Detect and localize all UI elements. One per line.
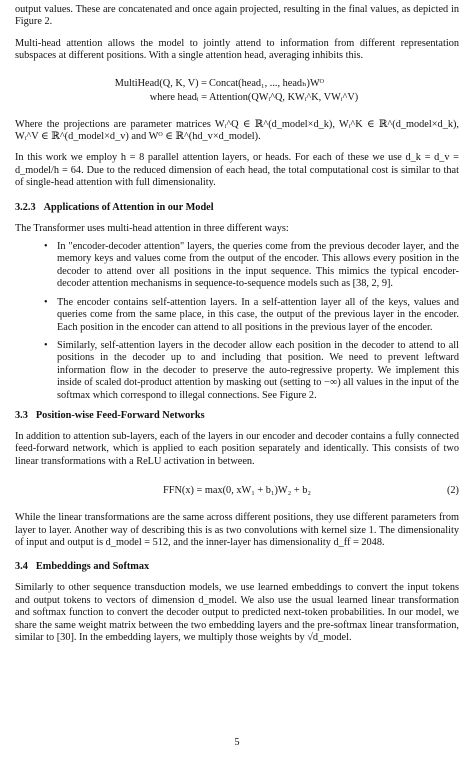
- section-heading-3-4: [15, 561, 459, 573]
- list-item: • In "encoder-decoder attention" layers, the queries come from the previous decoder layer, and the memory keys and values come from the output of the encoder. This allows every position in the decoder to attend over all positions in the input sequence. This mimics the typical encoder-decoder attention mechanisms in sequence-to-sequence models such as [38, 2, 9].: [57, 241, 459, 291]
- multihead-paragraph: Multi-head attention allows the model to jointly attend to information from different representation subspaces at different positions. With a single attention head, averaging inhibits this.: [15, 37, 459, 62]
- projections-paragraph: Where the projections are parameter matrices Wᵢ^Q ∈ ℝ^(d_model×d_k), Wᵢ^K ∈ ℝ^(d_model×d_k), Wᵢ^V ∈ ℝ^(d_model×d_v) and Wᴼ ∈ ℝ^(hd_v×d_model).: [15, 118, 459, 143]
- linear-paragraph: While the linear transformations are the same across different positions, they use different parameters from layer to layer. Another way of describing this is as two convolutions with kernel size 1. The dimensionality of input and output is d_model = 512, and the inner-layer has dimensionality d_ff = 2048.: [15, 512, 459, 548]
- embeddings-paragraph: Similarly to other sequence transduction models, we use learned embeddings to convert the input tokens and output tokens to vectors of dimension d_model. We also use the usual learned linear transformation and softmax function to convert the decoder output to predicted next-token probabilities. In our model, we share the same weight matrix between the two embedding layers and the pre-softmax linear transformation, similar to [30]. In the embedding layers, we multiply those weights by √d_model.: [15, 582, 459, 643]
- section-heading-3-3: [15, 410, 459, 422]
- page-number: 5: [234, 737, 240, 748]
- section-title: Embeddings and Softmax: [35, 561, 150, 573]
- section-number: 3.4: [15, 561, 28, 573]
- section-heading-3-2-3: [15, 202, 459, 214]
- heads-paragraph: In this work we employ h = 8 parallel attention layers, or heads. For each of these we use d_k = d_v = d_model/h = 64. Due to the reduced dimension of each head, the total computational cost is similar to that of single-head attention with full dimensionality.: [15, 152, 459, 189]
- uses-paragraph: The Transformer uses multi-head attention in three different ways:: [15, 222, 289, 234]
- eq-multihead-rhs1: Concat(head₁, ..., headₕ)Wᴼ: [209, 77, 324, 89]
- section-number: 3.2.3: [15, 201, 36, 213]
- eq-multihead-lhs2: where headᵢ =: [149, 91, 207, 103]
- ffn-equation: [15, 484, 459, 500]
- eq-multihead-rhs2: Attention(QWᵢ^Q, KWᵢ^K, VWᵢ^V): [209, 91, 359, 103]
- ffn-formula: FFN(x) = max(0, xW₁ + b₁)W₂ + b₂: [163, 485, 311, 497]
- ffn-paragraph: In addition to attention sub-layers, each of the layers in our encoder and decoder contains a fully connected feed-forward network, which is applied to each position separately and identically. This consists of two linear transformations with a ReLU activation in between.: [15, 430, 459, 467]
- section-title: Applications of Attention in our Model: [43, 201, 214, 213]
- multihead-equation: [15, 77, 459, 105]
- equation-number: (2): [446, 485, 459, 497]
- attention-uses-list: [15, 241, 459, 402]
- list-item: • The encoder contains self-attention layers. In a self-attention layer all of the keys, values and queries come from the same place, in this case, the output of the previous layer in the encoder. Each position in the encoder can attend to all positions in the previous layer of the encoder.: [57, 297, 459, 334]
- section-number: 3.3: [15, 409, 28, 421]
- eq-multihead-lhs1: MultiHead(Q, K, V) =: [114, 77, 207, 89]
- list-item: • Similarly, self-attention layers in the decoder allow each position in the decoder to attend to all positions in the decoder up to and including that position. We need to prevent leftward information flow in the decoder to preserve the auto-regressive property. We implement this inside of scaled dot-product attention by masking out (setting to −∞) all values in the input of the softmax which correspond to illegal connections. See Figure 2.: [57, 340, 459, 402]
- section-title: Position-wise Feed-Forward Networks: [35, 409, 205, 421]
- intro-continuation: output values. These are concatenated and once again projected, resulting in the final values, as depicted in Figure 2.: [15, 4, 459, 28]
